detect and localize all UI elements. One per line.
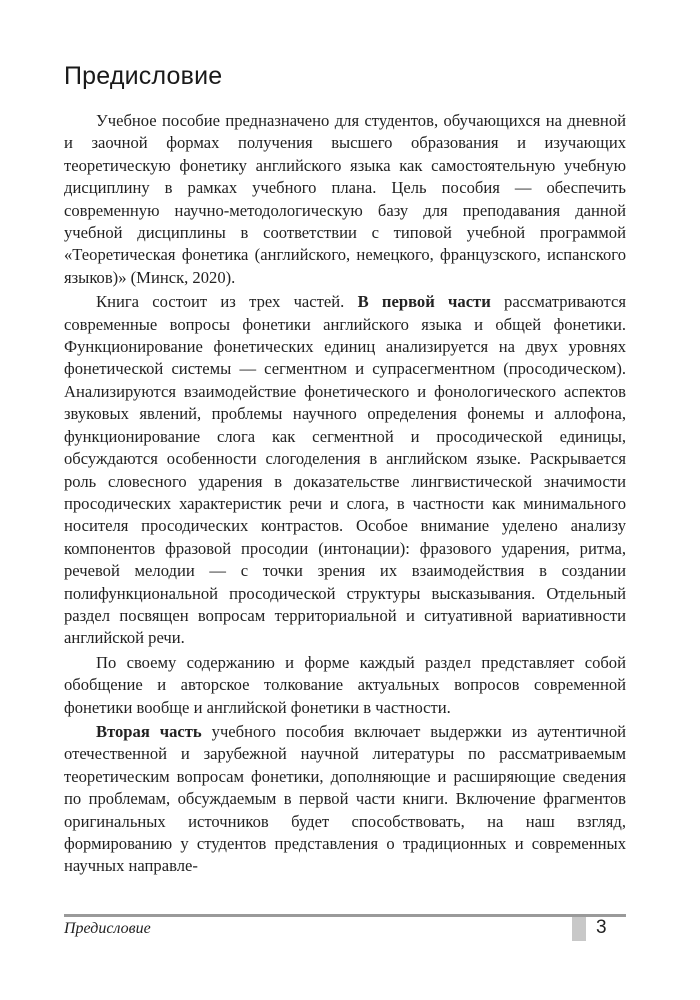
body-paragraph (64, 110, 626, 289)
footer-running-title: Предисловие (64, 920, 151, 937)
page-body (64, 110, 626, 878)
bold-phrase: В первой части (357, 292, 491, 312)
page-number: 3 (596, 917, 607, 938)
page-title: Предисловие (64, 62, 223, 90)
footer-divider (64, 914, 626, 917)
body-paragraph (64, 291, 626, 650)
bold-phrase: Вторая часть (96, 721, 202, 741)
body-paragraph (64, 721, 626, 878)
text-run: учебного пособия включает выдержки из аутентичной отечественной и зарубежной научной литературы по рассматриваемым теоретическим вопросам фонетики, дополняющие и расширяющие сведения по проблемам, обсуждаемым в первой части книги. Включение фрагментов оригинальных источников будет способствовать, на наш взгляд, формированию у студентов представления о традиционных и современных научных направле- (64, 721, 626, 876)
text-run: Учебное пособие предназначено для студентов, обучающихся на дневной и заочной формах получения высшего образования и изучающих теоретическую фонетику английского языка как самостоятельную учебную дисциплину в рамках учебного плана. Цель пособия — обеспечить современную научно-методологическую базу для преподавания данной учебной дисциплины в соответствии с типовой учебной программой «Теоретическая фонетика (английского, немецкого, французского, испанского языков)» (Минск, 2020). (64, 111, 626, 287)
text-run: рассматриваются современные вопросы фонетики английского языка и общей фонетики. Функционирование фонетических единиц анализируется на двух уровнях фонетической системы — сегментном и супрасегментном (просодическом). Анализируются взаимодействие фонетического и фонологического аспектов звуковых явлений, проблемы научного определения фонемы и аллофона, функционирование слога как сегментной и просодической единицы, обсуждаются особенности слогоделения в английском языке. Раскрывается роль словесного ударения в доказательстве лингвистической значимости просодических характеристик речи и слога, в частности как минимального носителя просодических контрастов. Особое внимание уделено анализу компонентов фразовой просодии (интонации): фразового ударения, ритма, речевой мелодии — с точки зрения их взаимодействия в создании полифункциональной просодической структуры высказывания. Отдельный раздел посвящен вопросам территориальной и ситуативной вариативности английской речи. (64, 292, 627, 648)
text-run: По своему содержанию и форме каждый раздел представляет собой обобщение и авторское толкование актуальных вопросов современной фонетики вообще и английской фонетики в частности. (64, 652, 626, 717)
text-run: Книга состоит из трех частей. (96, 292, 358, 312)
page-number-tab (572, 917, 586, 941)
body-paragraph (64, 652, 626, 719)
